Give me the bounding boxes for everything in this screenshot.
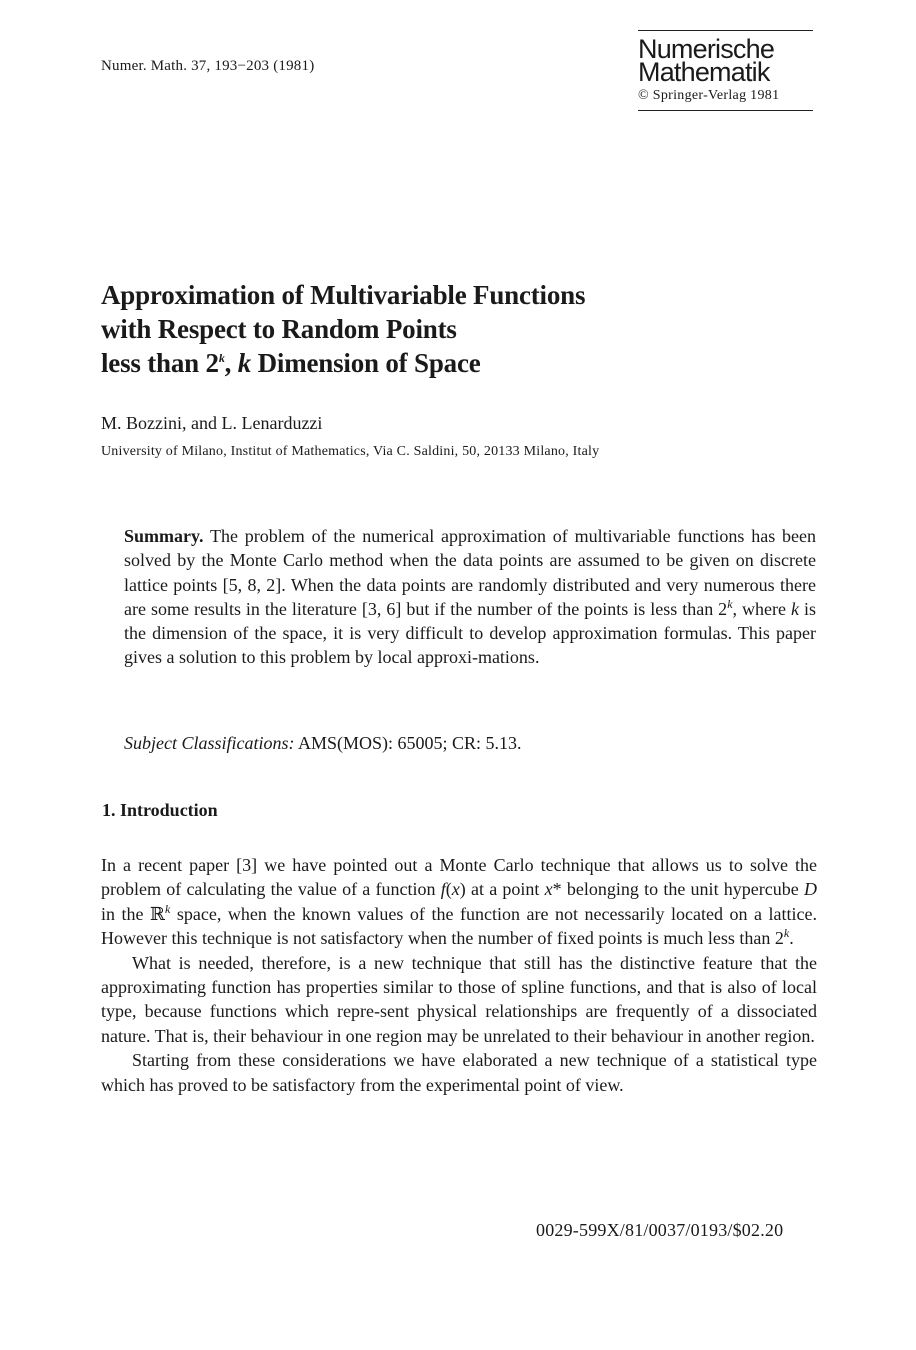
article-code: 0029-599X/81/0037/0193/$02.20 — [536, 1220, 784, 1240]
summary-label: Summary. — [124, 526, 204, 546]
journal-name-line1: Numerische — [638, 34, 775, 64]
masthead-bottom-rule — [638, 110, 813, 111]
introduction-body — [101, 853, 817, 1097]
intro-paragraph-1: In a recent paper [3] we have pointed out a Monte Carlo technique that allows us to solve the problem of calculating the value of a function f(x) at a point x* belonging to the unit hypercube D in the ℝ$^k$ space, when the known values of the function are not necessarily located on a lattice. However this technique is not satisfactory when the number of fixed points is much less than 2$^k$. — [101, 855, 818, 949]
journal-citation: Numer. Math. 37, 193−203 (1981) — [101, 58, 315, 74]
title-line-3: less than 2$^k$, k Dimension of Space — [101, 348, 481, 378]
title-line-2: with Respect to Random Points — [101, 314, 457, 344]
masthead-top-rule — [638, 30, 813, 31]
journal-name-line2: Mathematik — [638, 57, 770, 87]
authors: M. Bozzini, and L. Lenarduzzi — [101, 413, 323, 433]
journal-name — [638, 34, 813, 87]
title-line-1: Approximation of Multivariable Functions — [101, 280, 586, 310]
affiliation: University of Milano, Institut of Mathematics, Via C. Saldini, 50, 20133 Milano, Italy — [101, 444, 600, 459]
paper-title — [101, 278, 585, 380]
abstract-summary: Summary. The problem of the numerical approximation of multivariable functions has been solved by the Monte Carlo method when the data points are assumed to be given on discrete lattice points [5, 8, 2]. When the data points are randomly distributed and very numerous there are some results in the literature [3, 6] but if the number of the points is less than 2$^k$, where k is the dimension of the space, it is very difficult to develop approximation formulas. This paper gives a solution to this problem by local approxi-mations. — [124, 526, 816, 668]
subject-classifications: Subject Classifications: AMS(MOS): 65005; CR: 5.13. — [124, 733, 522, 753]
section-heading: 1. Introduction — [102, 800, 218, 820]
subject-label: Subject Classifications: — [124, 733, 295, 753]
publisher-copyright: © Springer-Verlag 1981 — [638, 88, 780, 103]
intro-paragraph-2: What is needed, therefore, is a new technique that still has the distinctive feature that the approximating function has properties similar to those of spline functions, and that is also of local type, because functions which repre-sent physical relationships are frequently of a dissociated nature. That is, their behaviour in one region may be unrelated to their behaviour in another region. — [101, 952, 817, 1046]
journal-masthead — [638, 30, 813, 111]
intro-paragraph-3: Starting from these considerations we have elaborated a new technique of a statistical type which has proved to be satisfactory from the experimental point of view. — [101, 1050, 817, 1095]
